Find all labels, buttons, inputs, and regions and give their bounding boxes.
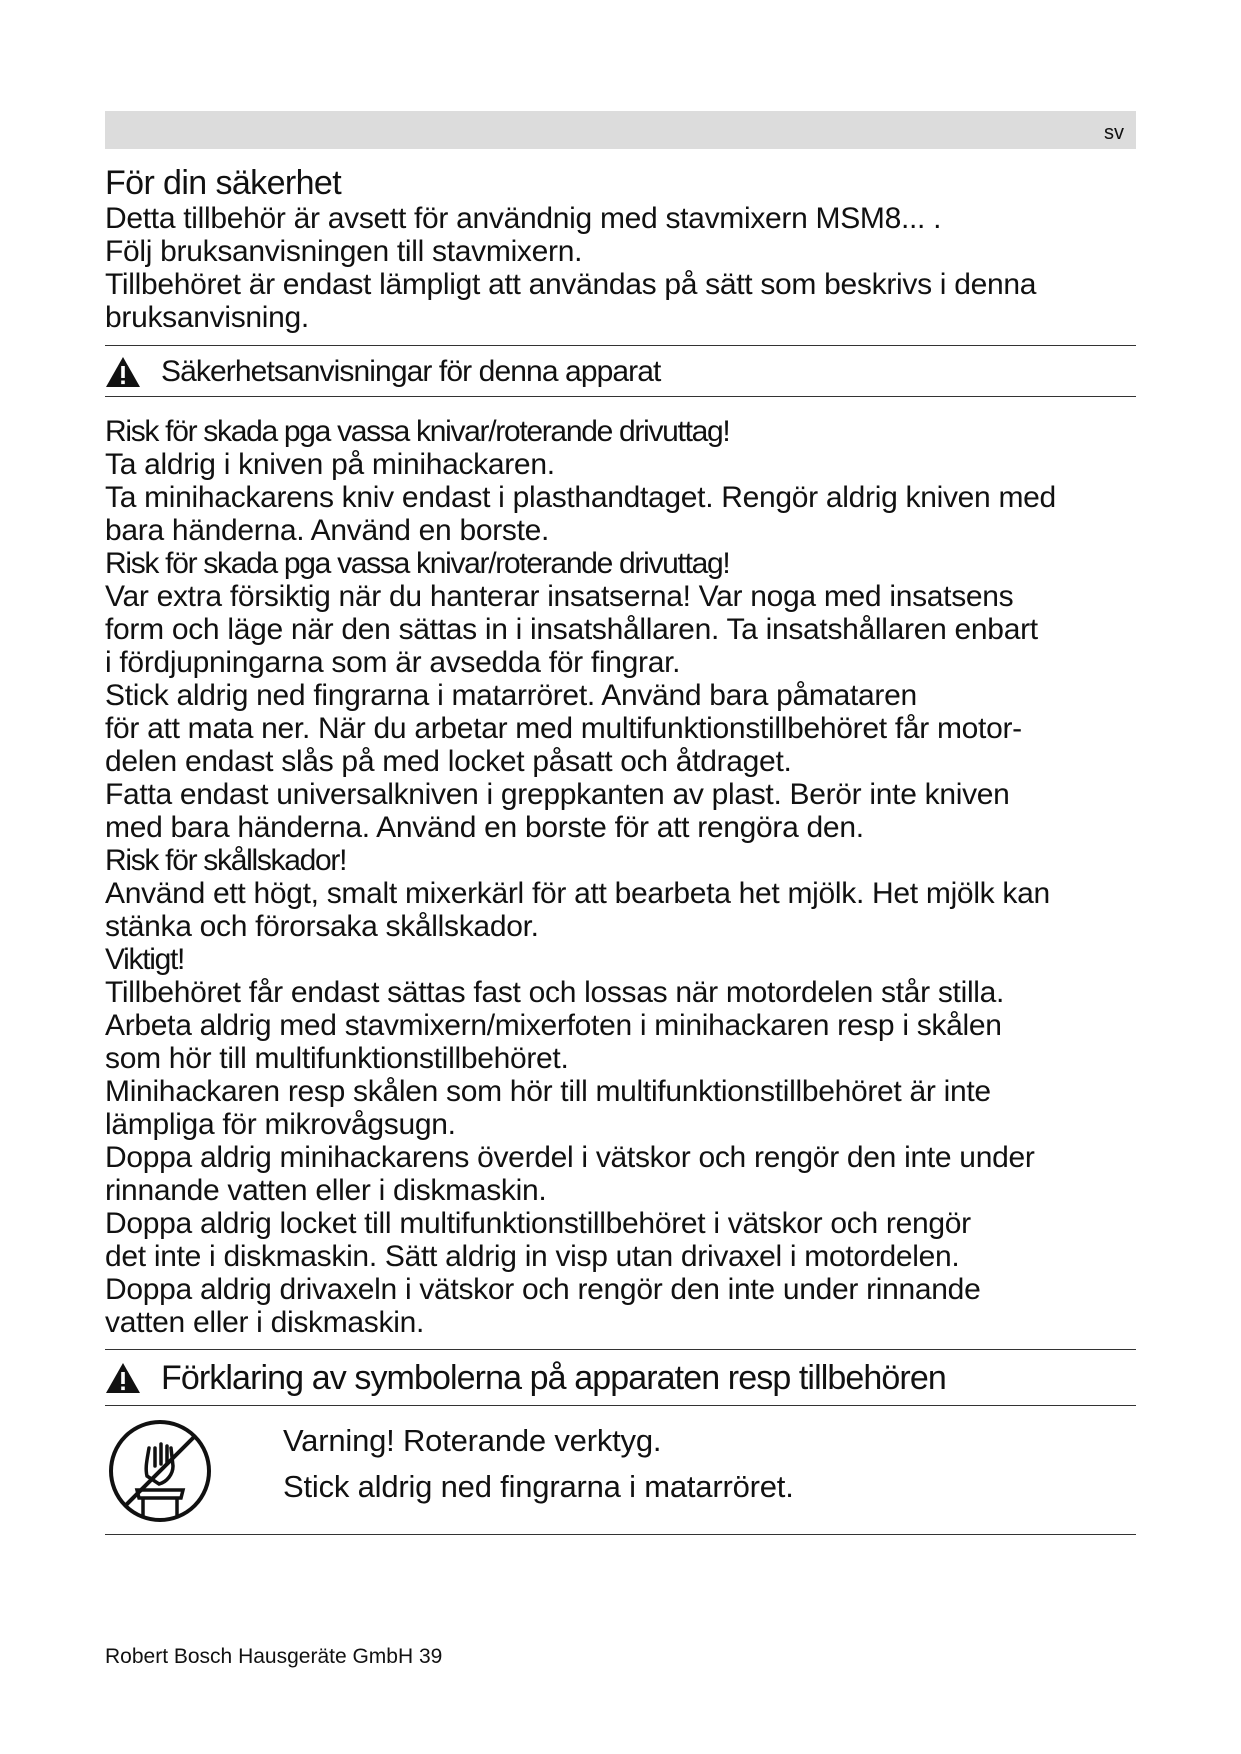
safety-intro xyxy=(105,202,1136,334)
language-header-bar xyxy=(105,111,1136,149)
section-heading-text: Förklaring av symbolerna på apparaten resp tillbehören xyxy=(161,1359,946,1397)
text-line: i fördjupningarna som är avsedda för fingrar. xyxy=(105,646,681,679)
no-fingers-in-feed-tube-icon xyxy=(107,1418,213,1524)
text-line: Doppa aldrig drivaxeln i vätskor och rengör den inte under rinnande xyxy=(105,1273,981,1306)
symbols-heading xyxy=(105,1350,1136,1405)
text-line: med bara händerna. Använd en borste för att rengöra den. xyxy=(105,811,864,844)
warning-triangle-icon xyxy=(105,1362,141,1394)
text-line: Var extra försiktig när du hanterar insatserna! Var noga med insatsens xyxy=(105,580,1014,613)
text-line: bruksanvisning. xyxy=(105,301,309,334)
text-line: Fatta endast universalkniven i greppkanten av plast. Berör inte kniven xyxy=(105,778,1010,811)
text-line: Följ bruksanvisningen till stavmixern. xyxy=(105,235,583,268)
risk-heading: Viktigt! xyxy=(105,943,185,976)
risk-heading: Risk för skada pga vassa knivar/roterande drivuttag! xyxy=(105,415,730,448)
text-line: Minihackaren resp skålen som hör till multifunktionstillbehöret är inte xyxy=(105,1075,991,1108)
text-line: Ta aldrig i kniven på minihackaren. xyxy=(105,448,555,481)
text-line: delen endast slås på med locket påsatt och åtdraget. xyxy=(105,745,792,778)
language-code: sv xyxy=(1104,122,1124,144)
symbol-description xyxy=(283,1418,794,1510)
manual-page xyxy=(105,111,1136,1535)
divider xyxy=(105,396,1136,397)
text-line: för att mata ner. När du arbetar med multifunktionstillbehöret får motor- xyxy=(105,712,1022,745)
text-line: stänka och förorsaka skållskador. xyxy=(105,910,539,943)
text-line: Ta minihackarens kniv endast i plasthandtaget. Rengör aldrig kniven med xyxy=(105,481,1056,514)
text-line: Stick aldrig ned fingrarna i matarröret. Använd bara påmataren xyxy=(105,679,917,712)
instructions-body xyxy=(105,415,1136,1339)
risk-heading: Risk för skada pga vassa knivar/roterande drivuttag! xyxy=(105,547,730,580)
text-line: vatten eller i diskmaskin. xyxy=(105,1306,424,1339)
text-line: Tillbehöret får endast sättas fast och lossas när motordelen står stilla. xyxy=(105,976,1005,1009)
text-line: rinnande vatten eller i diskmaskin. xyxy=(105,1174,547,1207)
text-line: som hör till multifunktionstillbehöret. xyxy=(105,1042,569,1075)
page-footer: Robert Bosch Hausgeräte GmbH 39 xyxy=(105,1645,443,1668)
text-line: Tillbehöret är endast lämpligt att användas på sätt som beskrivs i denna xyxy=(105,268,1037,301)
text-line: Doppa aldrig minihackarens överdel i vätskor och rengör den inte under xyxy=(105,1141,1035,1174)
text-line: bara händerna. Använd en borste. xyxy=(105,514,550,547)
warning-triangle-icon xyxy=(105,356,141,388)
risk-heading: Risk för skållskador! xyxy=(105,844,347,877)
text-line: Arbeta aldrig med stavmixern/mixerfoten i minihackaren resp i skålen xyxy=(105,1009,1002,1042)
text-line: lämpliga för mikrovågsugn. xyxy=(105,1108,456,1141)
text-line: Doppa aldrig locket till multifunktionstillbehöret i vätskor och rengör xyxy=(105,1207,971,1240)
safety-instructions-heading xyxy=(105,346,1136,396)
text-line: det inte i diskmaskin. Sätt aldrig in visp utan drivaxel i motordelen. xyxy=(105,1240,960,1273)
symbol-instruction-text: Stick aldrig ned fingrarna i matarröret. xyxy=(283,1469,794,1504)
symbol-warning-text: Varning! Roterande verktyg. xyxy=(283,1423,662,1458)
text-line: Detta tillbehör är avsett för användnig med stavmixern MSM8... . xyxy=(105,202,942,235)
text-line: Använd ett högt, smalt mixerkärl för att bearbeta het mjölk. Het mjölk kan xyxy=(105,877,1050,910)
symbol-row xyxy=(105,1406,1136,1534)
text-line: form och läge när den sättas in i insatshållaren. Ta insatshållaren enbart xyxy=(105,613,1038,646)
safety-title: För din säkerhet xyxy=(105,164,342,202)
section-heading-text: Säkerhetsanvisningar för denna apparat xyxy=(161,355,661,388)
divider xyxy=(105,1534,1136,1535)
